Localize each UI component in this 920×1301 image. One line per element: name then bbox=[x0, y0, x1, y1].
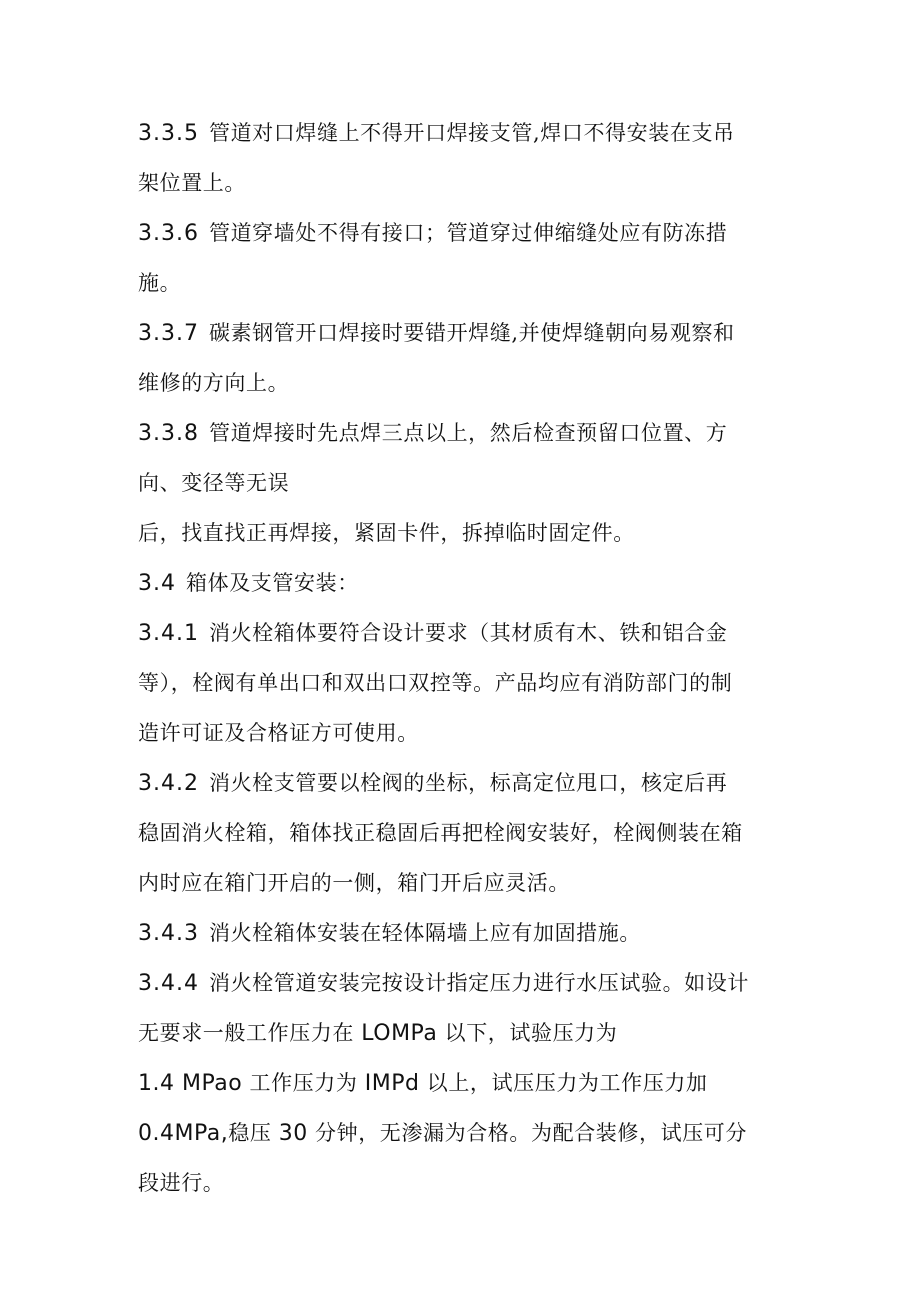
text-run: 稳压 bbox=[228, 1121, 279, 1145]
text-run: 段进行。 bbox=[138, 1171, 225, 1195]
text-run: IMPd bbox=[364, 1071, 420, 1096]
text-run: 管道焊接时先点焊三点以上，然后检查预留口位置、方 bbox=[208, 421, 728, 445]
text-run: 后，找直找正再焊接，紧固卡件，拆掉临时固定件。 bbox=[138, 521, 635, 545]
clause-number: 3.3.7 bbox=[138, 321, 199, 346]
text-run: 分钟，无渗漏为合格。为配合装修，试压可分 bbox=[307, 1121, 747, 1145]
text-line bbox=[138, 118, 798, 149]
clause-number: 3.3.8 bbox=[138, 421, 199, 446]
text-run: 无要求一般工作压力在 bbox=[138, 1021, 362, 1045]
text-line bbox=[138, 918, 798, 949]
text-run: 以下，试验压力为 bbox=[437, 1021, 618, 1045]
text-run: 箱体及支管安装： bbox=[186, 571, 359, 595]
clause-number: 3.3.6 bbox=[138, 221, 199, 246]
clause-number: 3.4 bbox=[138, 571, 176, 596]
text-line bbox=[138, 618, 798, 649]
text-line bbox=[138, 768, 798, 799]
text-run: 消火栓管道安装完按设计指定压力进行水压试验。如设计 bbox=[208, 971, 749, 995]
clause-number: 3.4.3 bbox=[138, 921, 199, 946]
clause-number: 3.4.2 bbox=[138, 771, 199, 796]
text-line bbox=[138, 468, 798, 498]
text-run: 架位置上。 bbox=[138, 171, 246, 195]
text-run: 30 bbox=[278, 1121, 308, 1146]
text-run: 消火栓支管要以栓阀的坐标，标高定位甩口，核定后再 bbox=[208, 771, 728, 795]
text-run: 向、变径等无误 bbox=[138, 471, 290, 495]
text-line bbox=[138, 568, 798, 599]
text-line bbox=[138, 818, 798, 848]
text-line bbox=[138, 968, 798, 999]
text-line bbox=[138, 268, 798, 298]
text-line bbox=[138, 368, 798, 398]
clause-number: 3.3.5 bbox=[138, 121, 199, 146]
text-run: 以上，试压压力为工作压力加 bbox=[419, 1071, 708, 1095]
text-run: 等），栓阀有单出口和双出口双控等。产品均应有消防部门的制 bbox=[138, 671, 733, 695]
text-line bbox=[138, 668, 798, 698]
text-line bbox=[138, 518, 798, 548]
text-run: 施。 bbox=[138, 271, 182, 295]
text-run: 0.4MPa, bbox=[138, 1121, 229, 1146]
text-run: 管道对口焊缝上不得开口焊接支管,焊口不得安装在支吊 bbox=[208, 121, 735, 145]
text-line bbox=[138, 418, 798, 449]
text-line bbox=[138, 218, 798, 249]
text-run: 稳固消火栓箱，箱体找正稳固后再把栓阀安装好，栓阀侧装在箱 bbox=[138, 821, 743, 845]
text-run: 消火栓箱体要符合设计要求（其材质有木、铁和铝合金 bbox=[208, 621, 728, 645]
text-line bbox=[138, 1168, 798, 1198]
text-line bbox=[138, 318, 798, 349]
text-line bbox=[138, 168, 798, 198]
text-run: 碳素钢管开口焊接时要错开焊缝,并使焊缝朝向易观察和 bbox=[208, 321, 735, 345]
text-line bbox=[138, 868, 798, 898]
clause-number: 3.4.4 bbox=[138, 971, 199, 996]
text-line bbox=[138, 1118, 798, 1149]
text-run: 管道穿墙处不得有接口；管道穿过伸缩缝处应有防冻措 bbox=[208, 221, 728, 245]
text-run: 1.4 MPao bbox=[138, 1071, 243, 1096]
text-run: 造许可证及合格证方可使用。 bbox=[138, 721, 419, 745]
text-run: 维修的方向上。 bbox=[138, 371, 290, 395]
text-line bbox=[138, 718, 798, 748]
text-run: LOMPa bbox=[361, 1021, 438, 1046]
text-run: 内时应在箱门开启的一侧，箱门开后应灵活。 bbox=[138, 871, 570, 895]
clause-number: 3.4.1 bbox=[138, 621, 199, 646]
text-run: 工作压力为 bbox=[242, 1071, 365, 1095]
text-line bbox=[138, 1068, 798, 1099]
text-line bbox=[138, 1018, 798, 1049]
text-run: 消火栓箱体安装在轻体隔墙上应有加固措施。 bbox=[208, 921, 641, 945]
